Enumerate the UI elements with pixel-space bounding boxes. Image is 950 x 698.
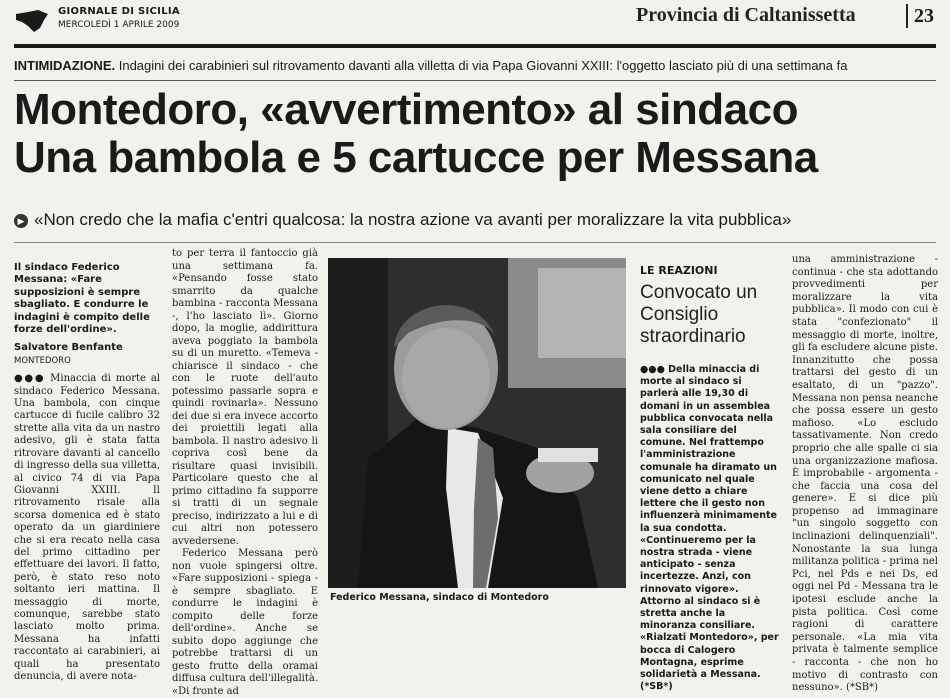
section-title: Provincia di Caltanissetta xyxy=(636,4,856,26)
kicker-text: Indagini dei carabinieri sul ritrovamento davanti alla villetta di via Papa Giovanni XXIII: l'oggetto lasciato più di una settimana fa xyxy=(118,58,848,73)
dateline-location: MONTEDORO xyxy=(14,355,71,366)
arrow-bullet-icon: ▶ xyxy=(14,214,28,228)
kicker-label: INTIMIDAZIONE. xyxy=(14,58,116,73)
article-column-1 xyxy=(14,262,160,683)
subhead-rule xyxy=(14,242,936,243)
portrait-photo xyxy=(328,258,626,588)
article-text-col2b: Federico Messana però non vuole spingersi oltre. «Fare supposizioni - spiega - è sempre sbagliato. E condurre le indagini è compito delle forze dell'ordine». Anche se subito dopo aggiunge che potrebbe trattarsi di un gesto frutto della oramai diffusa cultura dell'illegalità. «Di fronte ad xyxy=(172,548,318,697)
subheadline xyxy=(14,210,944,230)
newspaper-name: GIORNALE DI SICILIA xyxy=(58,6,180,17)
headline-line-1: Montedoro, «avvertimento» al sindaco xyxy=(14,85,798,134)
kicker xyxy=(14,58,944,73)
article-column-5: una amministrazione - continua - che sta adottando provvedimenti per moralizzare la vita pubblica». Il modo con cui è stata "confezionato" il messaggio di morte, inoltre, gli fa escludere alcune piste. Innanzitutto che possa trattarsi del gesto di un esaltato, di un "pazzo". Messana non pensa neanche che possa essere un gesto mafioso. «Lo escludo tassativamente. Non credo proprio che alle spalle ci sia una organizzazione mafiosa. È improbabile - argomenta - che faccia una cosa del genere». E si dice più propenso ad immaginare "un singolo soggetto con inclinazioni delinquenziali". Nonostante la sua lunga militanza politica - prima nel Pci, nel Pds e nei Ds, ed oggi nel Pd - Messana tra le ipotesi esclude anche la pista politica. Così come ragioni di carattere personale. «La mia vita privata è talmente semplice - racconta - che non ho motivo di contrasto con nessuno». (*SB*) xyxy=(792,254,938,694)
issue-date: MERCOLEDÌ 1 APRILE 2009 xyxy=(58,20,180,30)
headline-line-2: Una bambola e 5 cartucce per Messana xyxy=(14,133,818,182)
article-column-2 xyxy=(172,248,318,698)
author-byline: Salvatore Benfante xyxy=(14,342,123,354)
header-rule xyxy=(14,44,936,48)
sicily-logo-icon xyxy=(14,8,50,34)
photo-caption: Federico Messana, sindaco di Montedoro xyxy=(330,592,549,603)
sidebar-title: Convocato un Consiglio straordinario xyxy=(640,282,758,347)
headline xyxy=(14,86,944,182)
subheadline-text: «Non credo che la mafia c'entri qualcosa: la nostra azione va avanti per moralizzare la vita pubblica» xyxy=(34,210,792,229)
sidebar-label: LE REAZIONI xyxy=(640,264,718,277)
lead-quote: Il sindaco Federico Messana: «Fare supposizioni è sempre sbagliato. E condurre le indagini è compito delle forze dell'ordine». xyxy=(14,262,150,336)
page-number: 23 xyxy=(906,4,934,28)
article-text-col2a: to per terra il fantoccio già una settimana fa. «Pensando fosse stato smarrito da qualche bambina - racconta Messana -, l'ho lasciato lì». Giorno dopo, la moglie, addirittura aveva poggiato la bambola su di un muretto. «Temeva - chiarisce il sindaco - che con le ruote dell'auto potessimo passarle sopra e quindi rovinarla». Nessuno dei due si era invece accorto dei proiettili legati alla bambola. Il nastro adesivo li copriva così bene da risultare quasi invisibili. Particolare questo che al primo cittadino fa supporre si tratti di un segnale preciso, indirizzato a lui e di cui altri non potessero avvedersene. xyxy=(172,248,318,547)
kicker-rule xyxy=(14,80,936,81)
sidebar-text: ●●● Della minaccia di morte al sindaco si parlerà alle 19,30 di domani in un assemblea pubblica convocata nella sala consiliare del comune. Nel frattempo l'amministrazione comunale ha diramato un comunicato nel quale viene detto a chiare lettere che il gesto non influenzerà minimamente la sua condotta. «Continueremo per la nostra strada - viene anticipato - senza incertezze. Anzi, con rinnovato vigore». Attorno al sindaco si è stretta anche la minoranza consiliare. «Rialzati Montedoro», per bocca di Calogero Montagna, esprime solidarietà a Messana. (*SB*) xyxy=(640,364,779,693)
article-text-col1: ●●● Minaccia di morte al sindaco Federico Messana. Una bambola, con cinque cartucce di fucile calibro 32 strette alla vita da un nastro adesivo, gli è stata fatta ritrovare davanti al cancello di ingresso della sua villetta, al civico 74 di via Papa Giovanni XXIII. Il ritrovamento risale alla scorsa domenica ed è stato operato da un giardiniere che si era recato nella casa del primo cittadino per effettuare dei lavori. Il fatto, però, è stato reso noto soltanto ieri mattina. Il messaggio di morte, comunque, sarebbe stato lasciato molto prima. Messana ha infatti raccontato ai carabinieri, ai quali ha presentato denuncia, di avere nota- xyxy=(14,373,160,682)
